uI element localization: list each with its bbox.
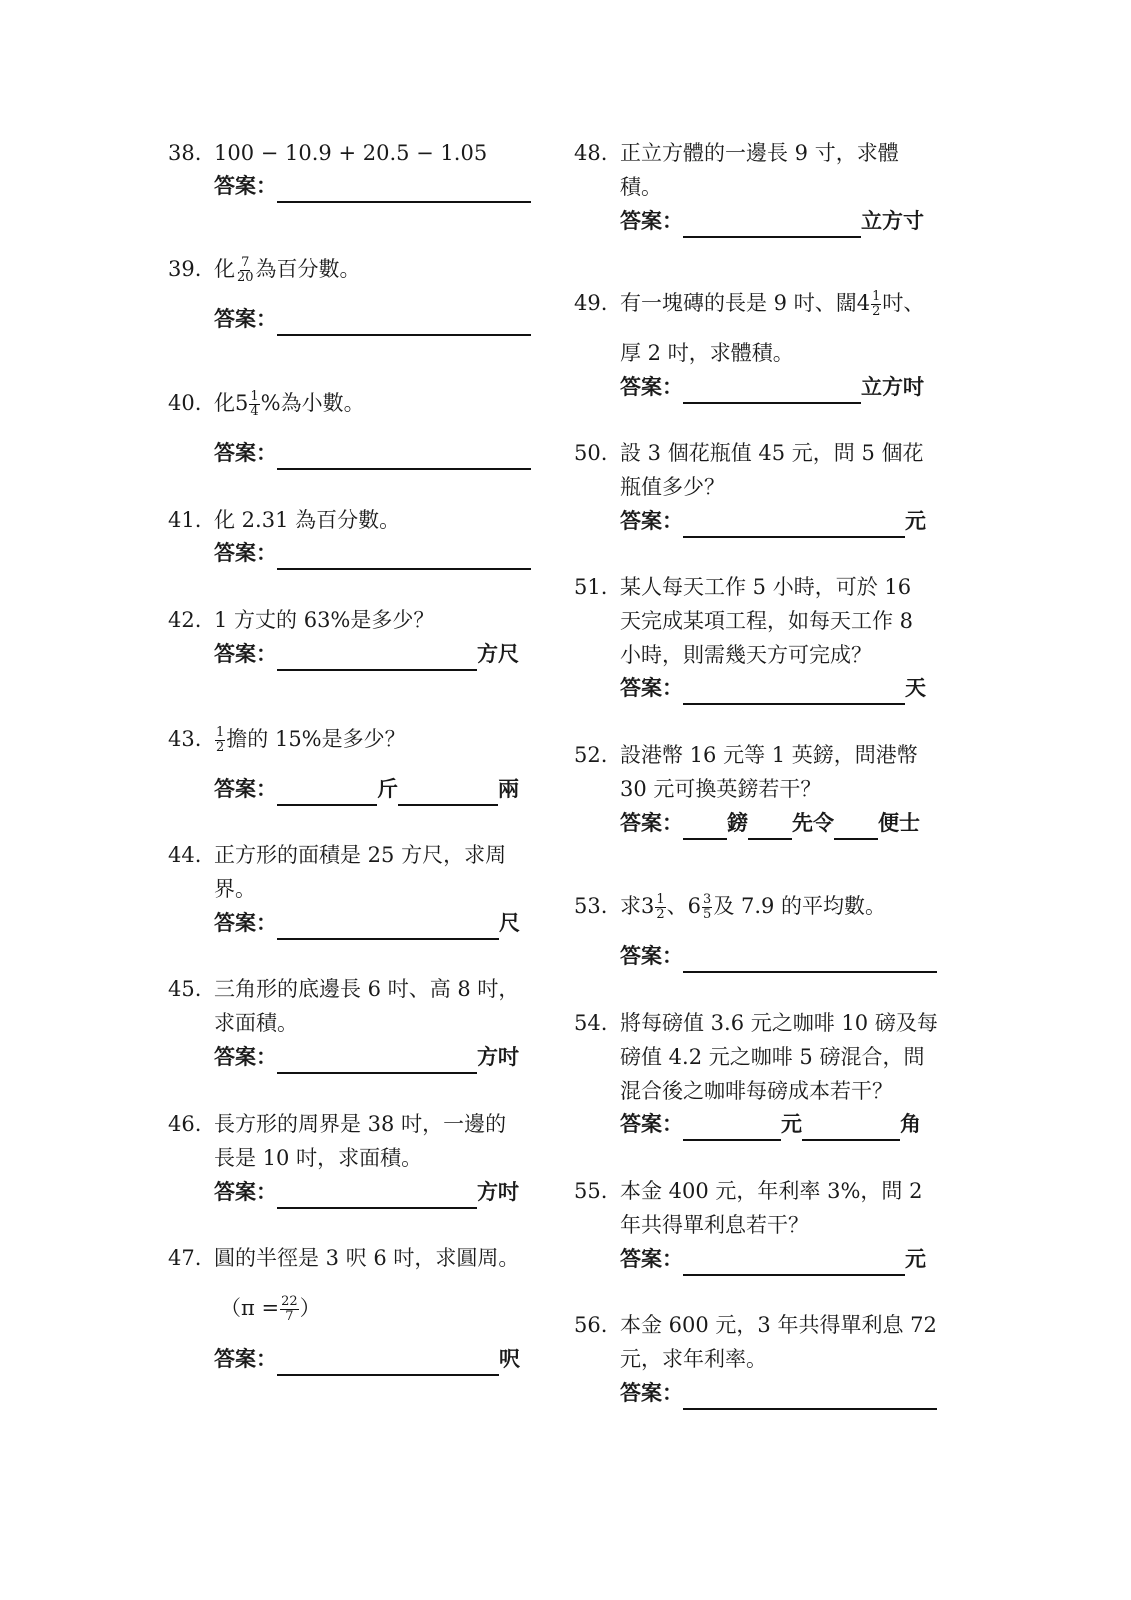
question-number: 45. xyxy=(168,977,202,1001)
answer-row xyxy=(620,370,924,404)
answer-row xyxy=(620,939,937,973)
answer-blank[interactable] xyxy=(277,442,531,470)
answer-row xyxy=(214,169,531,203)
answer-unit: 天 xyxy=(905,676,926,700)
question-text: 正立方體的一邊長 9 寸，求體 積。 xyxy=(620,141,899,199)
answer-row xyxy=(214,1040,519,1074)
answer-row xyxy=(620,671,926,705)
answer-unit: 尺 xyxy=(499,911,520,935)
question-number: 38. xyxy=(168,141,202,165)
answer-blank[interactable] xyxy=(277,1181,477,1209)
question-text: 設 3 個花瓶值 45 元，問 5 個花 瓶值多少？ xyxy=(620,441,924,499)
answer-row xyxy=(620,504,926,538)
answer-unit: 鎊 xyxy=(727,811,748,835)
answer-row xyxy=(214,536,531,570)
answer-blank[interactable] xyxy=(683,677,905,705)
answer-label: 答案： xyxy=(620,811,683,835)
answer-unit: 斤 xyxy=(377,777,398,801)
question-number: 40. xyxy=(168,391,202,415)
answer-unit: 方尺 xyxy=(477,642,519,666)
answer-blank[interactable] xyxy=(802,1113,900,1141)
answer-blank[interactable] xyxy=(398,778,498,806)
answer-label: 答案： xyxy=(214,642,277,666)
question-number: 44. xyxy=(168,843,202,867)
question-number: 56. xyxy=(574,1313,608,1337)
answer-label: 答案： xyxy=(214,1045,277,1069)
question-text: 100 − 10.9 + 20.5 − 1.05 xyxy=(214,141,488,165)
question-number: 55. xyxy=(574,1179,608,1203)
question-text: 將每磅值 3.6 元之咖啡 10 磅及每 磅值 4.2 元之咖啡 5 磅混合，問 混合後之咖啡每磅成本若干？ xyxy=(620,1011,938,1103)
answer-row xyxy=(620,1107,921,1141)
question-number: 54. xyxy=(574,1011,608,1035)
question-text: 圓的半徑是 3 呎 6 吋，求圓周。 xyxy=(214,1246,520,1270)
question-text: 化 2.31 為百分數。 xyxy=(214,508,401,532)
answer-label: 答案： xyxy=(214,1180,277,1204)
answer-row xyxy=(214,637,519,671)
answer-label: 答案： xyxy=(214,911,277,935)
answer-unit: 兩 xyxy=(498,777,519,801)
question-text: 求3 $\frac{1}{2}$ 、6 $\frac{3}{5}$ 及 7.9 的平均數。 xyxy=(620,892,887,922)
question-number: 51. xyxy=(574,575,608,599)
answer-label: 答案： xyxy=(620,1381,683,1405)
fraction: $\frac{1}{2}$ xyxy=(656,892,665,922)
fraction: $\frac{1}{4}$ xyxy=(250,389,259,419)
fraction: $\frac{1}{2}$ xyxy=(216,725,225,755)
fraction: $\frac{1}{2}$ xyxy=(872,289,881,319)
question-text: 本金 600 元，3 年共得單利息 72 元，求年利率。 xyxy=(620,1313,937,1371)
answer-unit: 便士 xyxy=(878,811,920,835)
answer-row xyxy=(214,1175,519,1209)
answer-label: 答案： xyxy=(214,541,277,565)
answer-label: 答案： xyxy=(620,676,683,700)
question-number: 52. xyxy=(574,743,608,767)
answer-blank[interactable] xyxy=(277,643,477,671)
answer-unit: 元 xyxy=(781,1112,802,1136)
answer-blank[interactable] xyxy=(277,175,531,203)
answer-blank[interactable] xyxy=(277,912,499,940)
question-number: 41. xyxy=(168,508,202,532)
answer-label: 答案： xyxy=(214,777,277,801)
answer-blank[interactable] xyxy=(277,778,377,806)
answer-unit: 先令 xyxy=(792,811,834,835)
question-text: 本金 400 元，年利率 3%，問 2 年共得單利息若干？ xyxy=(620,1179,923,1237)
answer-blank[interactable] xyxy=(683,812,727,840)
answer-blank[interactable] xyxy=(748,812,792,840)
answer-unit: 元 xyxy=(905,509,926,533)
answer-label: 答案： xyxy=(214,441,277,465)
answer-blank[interactable] xyxy=(683,945,937,973)
answer-row xyxy=(214,772,519,806)
answer-row xyxy=(620,204,924,238)
question-text: 某人每天工作 5 小時，可於 16 天完成某項工程，如每天工作 8 小時，則需幾天方可完成？ xyxy=(620,575,914,667)
fraction: $\frac{22}{7}$ xyxy=(281,1294,298,1324)
answer-blank[interactable] xyxy=(683,1248,905,1276)
question-text-line2: 厚 2 吋，求體積。 xyxy=(620,341,794,365)
answer-label: 答案： xyxy=(214,1347,277,1371)
question-number: 48. xyxy=(574,141,608,165)
answer-unit: 立方寸 xyxy=(861,209,924,233)
answer-blank[interactable] xyxy=(683,376,861,404)
answer-row xyxy=(214,906,520,940)
answer-blank[interactable] xyxy=(277,1046,477,1074)
answer-blank[interactable] xyxy=(683,210,861,238)
answer-unit: 方吋 xyxy=(477,1045,519,1069)
answer-row xyxy=(214,1342,520,1376)
question-text: $\frac{1}{2}$ 擔的 15%是多少？ xyxy=(216,725,406,755)
answer-label: 答案： xyxy=(620,1247,683,1271)
question-number: 53. xyxy=(574,894,608,918)
answer-unit: 元 xyxy=(905,1247,926,1271)
question-number: 39. xyxy=(168,257,202,281)
question-text: 長方形的周界是 38 吋，一邊的 長是 10 吋，求面積。 xyxy=(214,1112,507,1170)
answer-label: 答案： xyxy=(620,375,683,399)
question-text: 1 方丈的 63%是多少？ xyxy=(214,608,435,632)
answer-label: 答案： xyxy=(620,1112,683,1136)
question-text: 正方形的面積是 25 方尺，求周 界。 xyxy=(214,843,507,901)
answer-blank[interactable] xyxy=(277,1348,499,1376)
answer-blank[interactable] xyxy=(683,1382,937,1410)
answer-row xyxy=(620,1376,937,1410)
answer-unit: 方吋 xyxy=(477,1180,519,1204)
answer-label: 答案： xyxy=(620,944,683,968)
answer-unit: 立方吋 xyxy=(861,375,924,399)
answer-row xyxy=(214,436,531,470)
question-number: 42. xyxy=(168,608,202,632)
question-text: 設港幣 16 元等 1 英鎊，問港幣 30 元可換英鎊若干？ xyxy=(620,743,918,801)
answer-blank[interactable] xyxy=(683,1113,781,1141)
answer-label: 答案： xyxy=(620,509,683,533)
question-number: 46. xyxy=(168,1112,202,1136)
question-number: 47. xyxy=(168,1246,202,1270)
answer-blank[interactable] xyxy=(834,812,878,840)
answer-unit: 呎 xyxy=(499,1347,520,1371)
answer-label: 答案： xyxy=(214,174,277,198)
answer-label: 答案： xyxy=(214,307,277,331)
answer-label: 答案： xyxy=(620,209,683,233)
answer-row xyxy=(620,806,920,840)
question-number: 43. xyxy=(168,727,202,751)
question-number: 49. xyxy=(574,291,608,315)
question-text: 化 $\frac{7}{20}$ 為百分數。 xyxy=(214,255,361,285)
fraction: $\frac{7}{20}$ xyxy=(237,255,254,285)
answer-blank[interactable] xyxy=(683,510,905,538)
answer-row xyxy=(620,1242,926,1276)
question-text: 三角形的底邊長 6 吋、高 8 吋， 求面積。 xyxy=(214,977,520,1035)
question-text: 化5 $\frac{1}{4}$ %為小數。 xyxy=(214,389,365,419)
question-number: 50. xyxy=(574,441,608,465)
answer-blank[interactable] xyxy=(277,542,531,570)
answer-row xyxy=(214,302,531,336)
pi-note: （π = $\frac{22}{7}$ ） xyxy=(220,1294,321,1324)
answer-unit: 角 xyxy=(900,1112,921,1136)
fraction: $\frac{3}{5}$ xyxy=(703,892,712,922)
answer-blank[interactable] xyxy=(277,308,531,336)
question-text: 有一塊磚的長是 9 吋、闊4 $\frac{1}{2}$ 吋、 xyxy=(620,289,925,319)
